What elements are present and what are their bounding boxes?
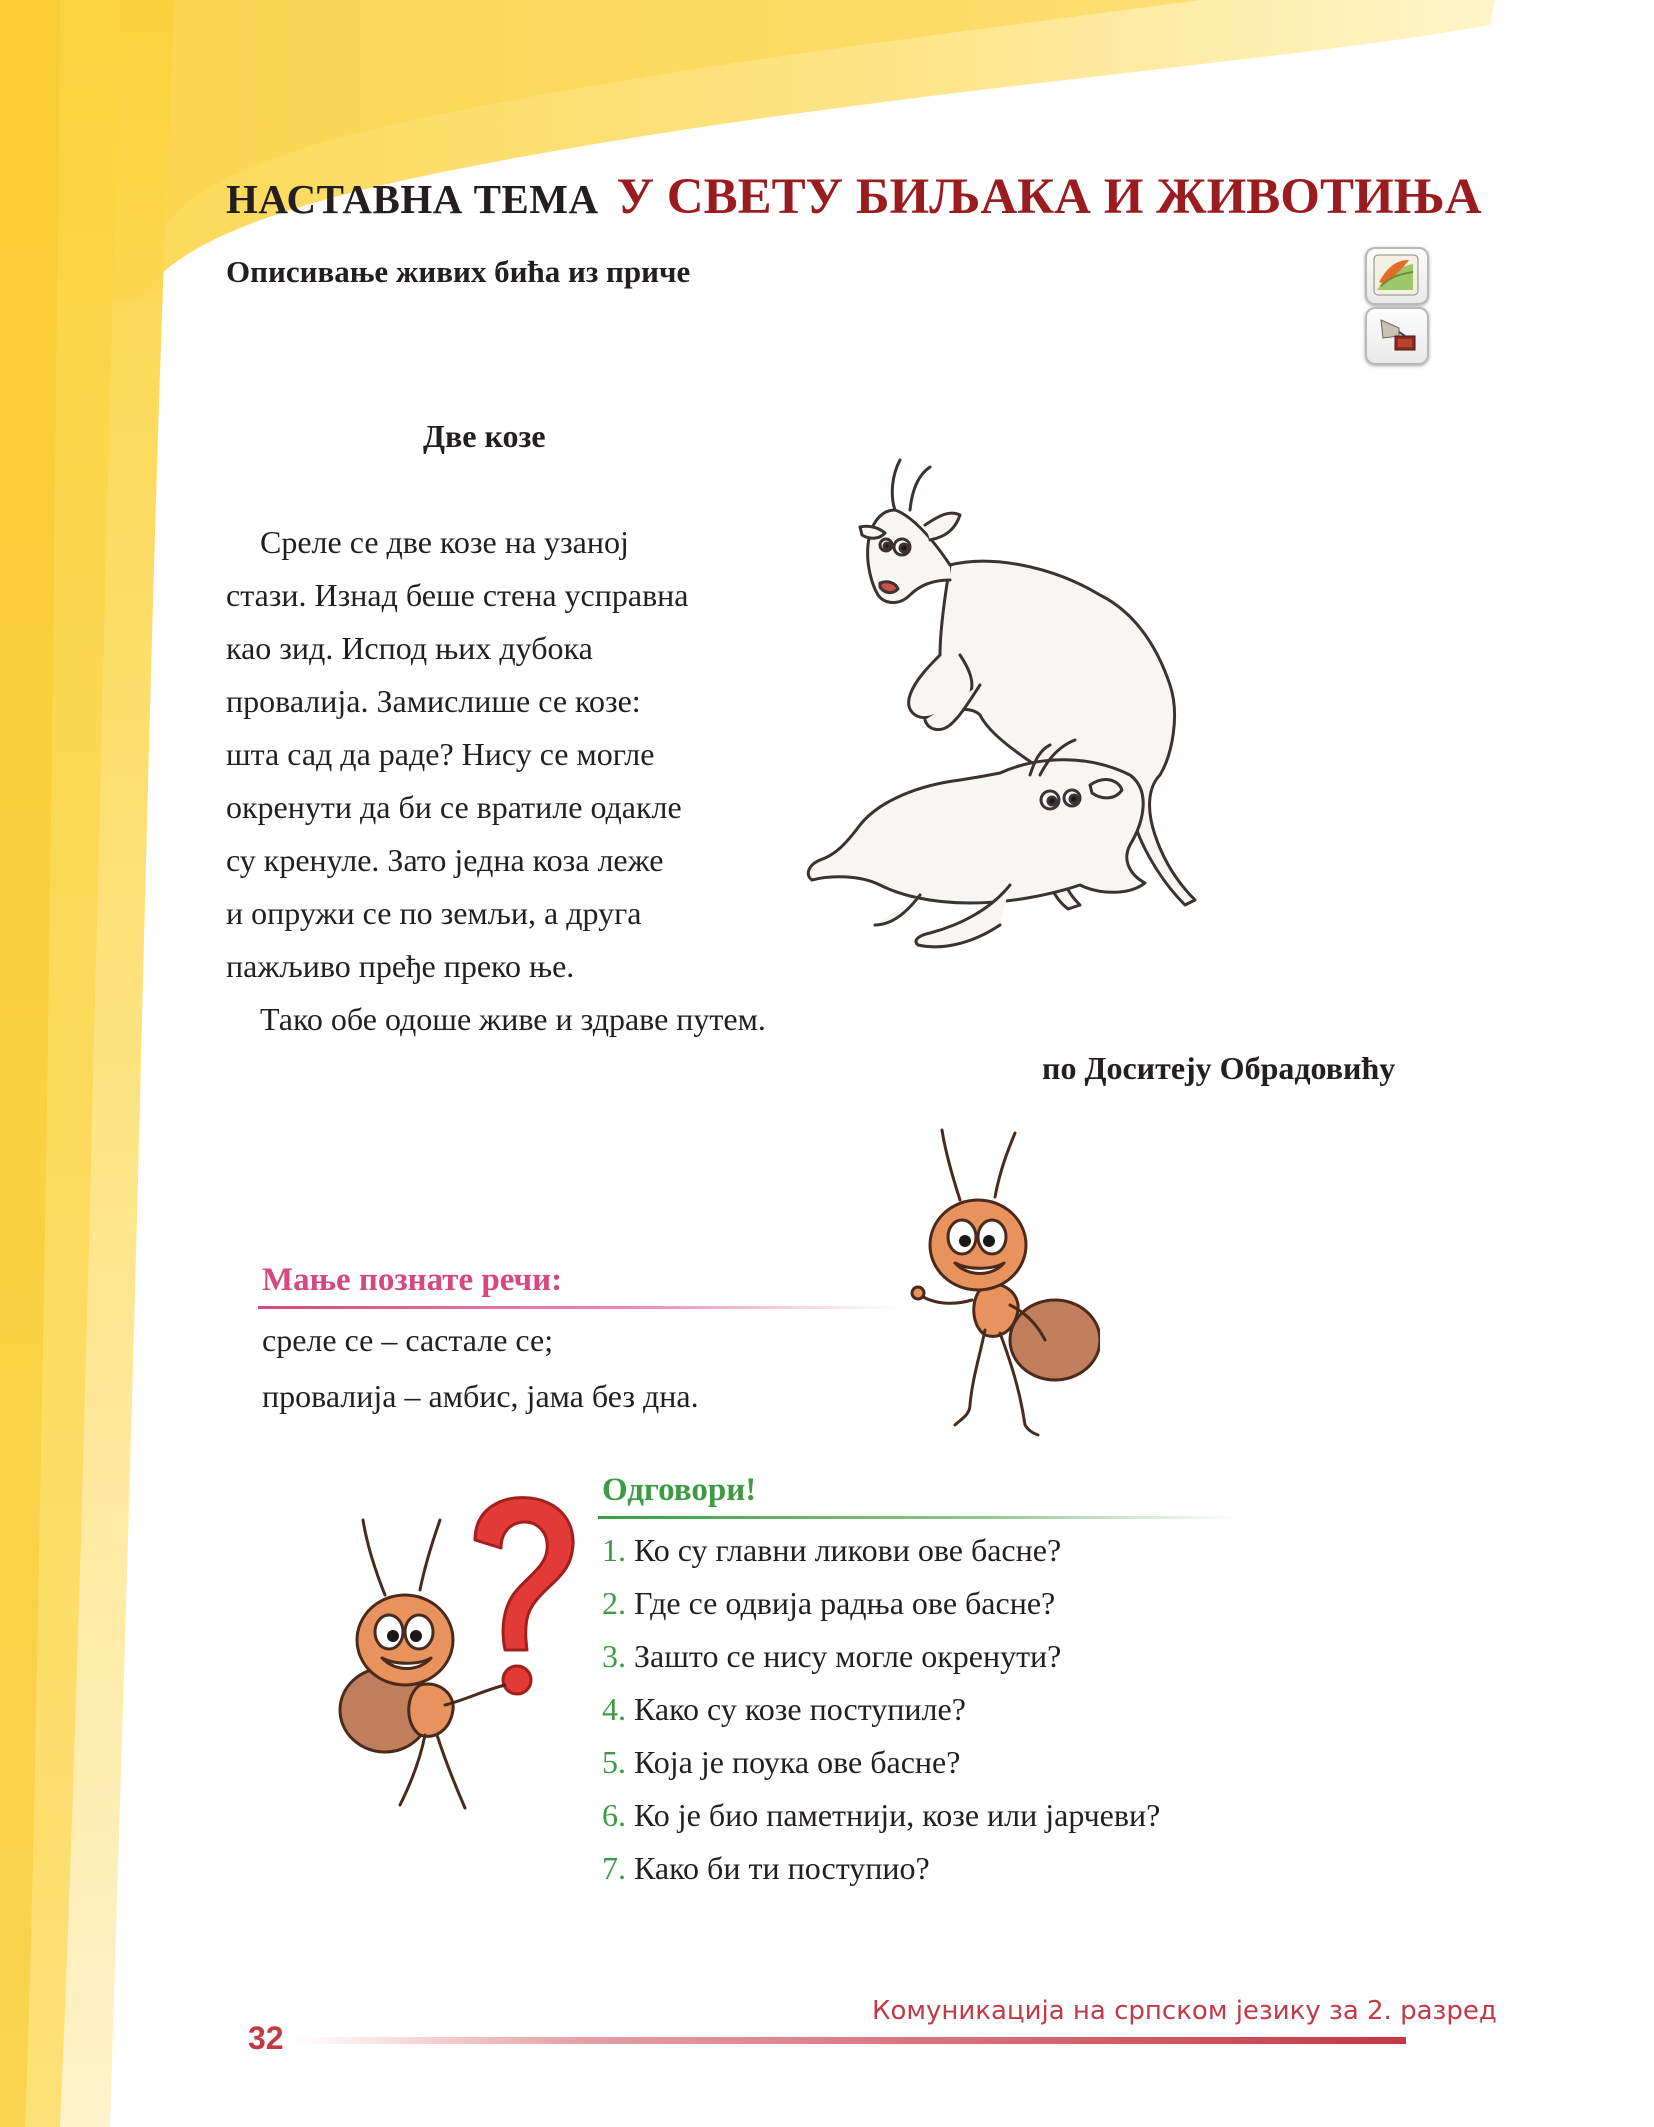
story-line: Среле се две козе на узаној <box>260 524 629 560</box>
question-number: 3. <box>602 1638 626 1674</box>
book-title: Комуникација на српском језику за 2. разред <box>872 1996 1497 2026</box>
question-number: 5. <box>602 1744 626 1780</box>
story-line: провалија. Замислише се козе: <box>226 683 641 719</box>
question-number: 2. <box>602 1585 626 1621</box>
question-text: Где се одвија радња ове басне? <box>634 1585 1056 1621</box>
picture-media-button[interactable] <box>1365 247 1429 305</box>
goats-illustration <box>800 455 1360 960</box>
story-line: шта сад да раде? Нису се могле <box>226 736 655 772</box>
question-mark-icon <box>475 1498 573 1650</box>
questions-heading: Одговори! <box>602 1472 757 1508</box>
question-text: Како су козе поступиле? <box>634 1691 966 1727</box>
glossary-entry: среле се – састале се; <box>262 1322 554 1358</box>
question-item <box>602 1842 1160 1895</box>
story-line: и опружи се по земљи, а друга <box>226 895 642 931</box>
questions-underline <box>598 1516 1238 1519</box>
question-text: Ко су главни ликови ове басне? <box>634 1532 1062 1568</box>
question-number: 1. <box>602 1532 626 1568</box>
glossary-list <box>262 1312 699 1424</box>
footer-rule <box>296 2037 1406 2044</box>
question-number: 6. <box>602 1797 626 1833</box>
topic-label: НАСТАВНА ТЕМА <box>226 176 599 222</box>
glossary-heading: Мање познате речи: <box>262 1262 563 1298</box>
question-text: Ко је био паметнији, козе или јарчеви? <box>634 1797 1161 1833</box>
glossary-entry: провалија – амбис, јама без дна. <box>262 1378 699 1414</box>
question-item <box>602 1683 1160 1736</box>
story-text <box>226 516 766 1046</box>
question-text: Зашто се нису могле окренути? <box>634 1638 1062 1674</box>
question-item <box>602 1524 1160 1577</box>
question-item <box>602 1736 1160 1789</box>
lesson-subtitle: Описивање живих бића из приче <box>226 254 691 289</box>
audio-media-button[interactable] <box>1365 307 1429 365</box>
questions-list <box>602 1524 1160 1895</box>
story-line: пажљиво пређе преко ње. <box>226 948 575 984</box>
question-number: 4. <box>602 1691 626 1727</box>
story-line: окренути да би се вратиле одакле <box>226 789 682 825</box>
story-line: као зид. Испод њих дубока <box>226 630 593 666</box>
story-title: Две козе <box>423 418 546 454</box>
question-text: Која је поука ове басне? <box>634 1744 961 1780</box>
question-item <box>602 1577 1160 1630</box>
story-line: су кренуле. Зато једна коза леже <box>226 842 664 878</box>
topic-title: У СВЕТУ БИЉАКА И ЖИВОТИЊА <box>616 169 1482 225</box>
ant-mascot-waving <box>900 1125 1100 1445</box>
gramophone-icon <box>1373 314 1419 356</box>
glossary-underline <box>258 1306 898 1309</box>
story-author: по Доситеју Обрадовићу <box>1042 1050 1396 1086</box>
page-number: 32 <box>248 2020 284 2056</box>
picture-icon <box>1373 254 1419 296</box>
question-text: Како би ти поступио? <box>634 1850 930 1886</box>
story-line: стази. Изнад беше стена усправна <box>226 577 689 613</box>
question-item <box>602 1789 1160 1842</box>
ant-mascot-question <box>325 1490 575 1820</box>
page-heading <box>226 168 1482 226</box>
story-line: Тако обе одоше живе и здраве путем. <box>260 1001 766 1037</box>
question-number: 7. <box>602 1850 626 1886</box>
question-item <box>602 1630 1160 1683</box>
